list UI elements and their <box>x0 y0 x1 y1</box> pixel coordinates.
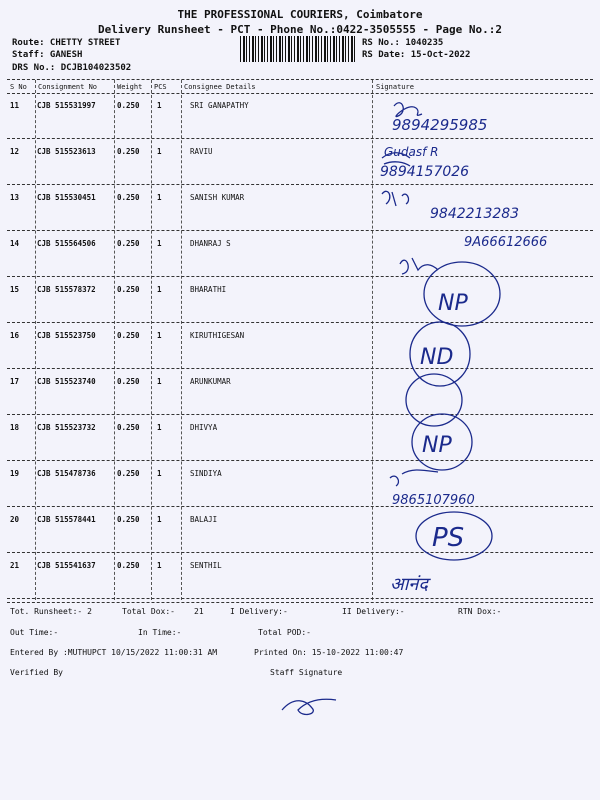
col-header-consignee: Consignee Details <box>184 83 256 91</box>
signature-name: आनंद <box>390 574 428 595</box>
out-time: Out Time:- <box>10 628 59 637</box>
row-weight: 0.250 <box>117 239 140 248</box>
row-sno: 19 <box>10 469 20 478</box>
table-top-rule <box>7 79 593 80</box>
col-divider <box>114 80 115 600</box>
row-sno: 13 <box>10 193 20 202</box>
row-consignee: BHARATHI <box>190 285 227 294</box>
row-weight: 0.250 <box>117 377 140 386</box>
total-dox-value: 21 <box>194 607 204 616</box>
row-pcs: 1 <box>157 193 162 202</box>
row-consignee: BALAJI <box>190 515 218 524</box>
row-cons: CJB 515523613 <box>37 147 96 156</box>
row-pcs: 1 <box>157 101 162 110</box>
in-time: In Time:- <box>138 628 182 637</box>
row-pcs: 1 <box>157 377 162 386</box>
row-weight: 0.250 <box>117 101 140 110</box>
signature-phone: 9894295985 <box>392 116 488 134</box>
row-cons: CJB 515564506 <box>37 239 96 248</box>
signature-layer <box>372 94 597 604</box>
total-pod: Total POD:- <box>258 628 311 637</box>
row-weight: 0.250 <box>117 331 140 340</box>
signature-initials: NP <box>438 291 468 316</box>
row-weight: 0.250 <box>117 469 140 478</box>
table-bottom-rule <box>7 602 593 603</box>
signature-phone: 9894157026 <box>380 164 470 180</box>
row-cons: CJB 515541637 <box>37 561 96 570</box>
rs-date: RS Date: 15-Oct-2022 <box>362 50 471 60</box>
row-pcs: 1 <box>157 515 162 524</box>
col-header-consignment: Consignment No <box>38 83 98 91</box>
row-pcs: 1 <box>157 469 162 478</box>
row-cons: CJB 515523750 <box>37 331 96 340</box>
barcode <box>240 36 355 62</box>
row-consignee: RAVIU <box>190 147 213 156</box>
signature-scribble <box>390 470 438 486</box>
row-sno: 17 <box>10 377 20 386</box>
row-sno: 12 <box>10 147 20 156</box>
staff-signature-label: Staff Signature <box>270 668 343 677</box>
row-weight: 0.250 <box>117 193 140 202</box>
row-cons: CJB 515523732 <box>37 423 96 432</box>
row-consignee: SRI GANAPATHY <box>190 101 249 110</box>
row-consignee: DHANRAJ S <box>190 239 231 248</box>
signature-phone: 9842213283 <box>430 206 520 222</box>
drs-number: DRS No.: DCJB104023502 <box>12 63 132 73</box>
col-header-weight: Weight <box>117 83 143 91</box>
row-consignee: SINDIYA <box>190 469 222 478</box>
printed-on: Printed On: 15-10-2022 11:00:47 <box>254 648 404 657</box>
rtn-dox: RTN Dox:- <box>458 607 502 616</box>
row-cons: CJB 515578372 <box>37 285 96 294</box>
route-label: Route: CHETTY STREET <box>12 38 121 48</box>
row-weight: 0.250 <box>117 423 140 432</box>
row-cons: CJB 515523740 <box>37 377 96 386</box>
signature-circle <box>406 374 462 426</box>
col-header-sno: S No <box>10 83 27 91</box>
row-weight: 0.250 <box>117 561 140 570</box>
runsheet-title: Delivery Runsheet - PCT - Phone No.:0422-3505555 - Page No.:2 <box>98 23 502 36</box>
row-consignee: SANISH KUMAR <box>190 193 245 202</box>
entered-by: Entered By :MUTHUPCT 10/15/2022 11:00:31 AM <box>10 648 218 657</box>
rs-number: RS No.: 1040235 <box>362 38 444 48</box>
row-cons: CJB 515530451 <box>37 193 96 202</box>
signature-phone: 9865107960 <box>392 493 475 508</box>
col-header-pcs: PCS <box>154 83 167 91</box>
staff-label: Staff: GANESH <box>12 50 83 60</box>
row-sno: 20 <box>10 515 20 524</box>
row-consignee: SENTHIL <box>190 561 222 570</box>
row-sno: 21 <box>10 561 20 570</box>
ii-delivery: II Delivery:- <box>342 607 405 616</box>
row-weight: 0.250 <box>117 147 140 156</box>
row-sno: 18 <box>10 423 20 432</box>
row-consignee: KIRUTHIGESAN <box>190 331 245 340</box>
row-pcs: 1 <box>157 561 162 570</box>
col-divider <box>35 80 36 600</box>
col-header-signature: Signature <box>376 83 414 91</box>
row-cons: CJB 515578441 <box>37 515 96 524</box>
row-weight: 0.250 <box>117 515 140 524</box>
col-divider <box>181 80 182 600</box>
row-pcs: 1 <box>157 147 162 156</box>
signature-initials: ND <box>420 345 454 370</box>
row-cons: CJB 515531997 <box>37 101 96 110</box>
row-pcs: 1 <box>157 239 162 248</box>
row-pcs: 1 <box>157 285 162 294</box>
row-sno: 11 <box>10 101 20 110</box>
col-divider <box>151 80 152 600</box>
signature-name: Gudasf R <box>384 145 439 159</box>
signature-scribble <box>382 191 409 206</box>
signature-initials: NP <box>422 433 452 458</box>
signature-scribble <box>394 103 422 117</box>
tot-runsheet: Tot. Runsheet:- 2 <box>10 607 92 616</box>
row-weight: 0.250 <box>117 285 140 294</box>
signature-scribble <box>400 258 438 274</box>
i-delivery: I Delivery:- <box>230 607 288 616</box>
row-sno: 15 <box>10 285 20 294</box>
signature-initials: PS <box>432 523 465 553</box>
verified-by: Verified By <box>10 668 63 677</box>
row-sno: 16 <box>10 331 20 340</box>
signature-phone: 9A66612666 <box>464 235 548 250</box>
row-cons: CJB 515478736 <box>37 469 96 478</box>
row-pcs: 1 <box>157 423 162 432</box>
company-name: THE PROFESSIONAL COURIERS, Coimbatore <box>177 8 423 21</box>
staff-signature-mark <box>276 688 346 718</box>
row-pcs: 1 <box>157 331 162 340</box>
row-consignee: DHIVYA <box>190 423 218 432</box>
total-dox-label: Total Dox:- <box>122 607 175 616</box>
row-consignee: ARUNKUMAR <box>190 377 231 386</box>
row-sno: 14 <box>10 239 20 248</box>
